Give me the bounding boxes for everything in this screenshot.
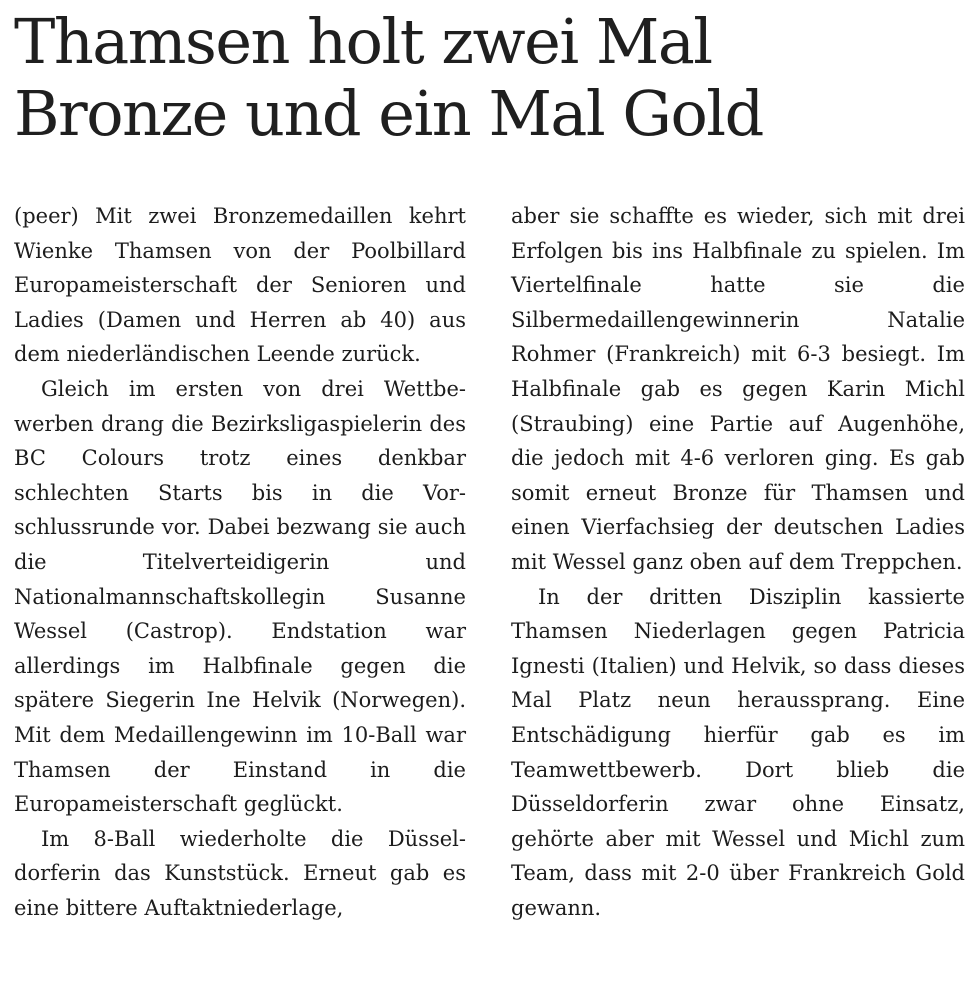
- article-column-left: [14, 199, 466, 925]
- article-paragraph: In der dritten Disziplin kassierte Thamsen Niederlagen gegen Patricia Ignesti (Italien) und Helvik, so dass dieses Mal Platz neun heraussprang. Eine Entschädigung hierfür gab es im Teamwettbewerb. Dort blieb die Düsseldorferin zwar ohne Einsatz, gehörte aber mit Wessel und Michl zum Team, dass mit 2-0 über Frankreich Gold gewann.: [511, 584, 965, 920]
- article-paragraph: Im 8-Ball wiederholte die Düsseldorferin das Kunststück. Erneut gab es eine bittere Auftaktniederlage,: [14, 826, 466, 920]
- article-paragraph: Gleich im ersten von drei Wettbewerben drang die Bezirksligaspielerin des BC Colours trotz eines denkbar schlechten Starts bis in die Vorschlussrunde vor. Dabei bezwang sie auch die Titelverteidigerin und Nationalmannschaftskollegin Susanne Wessel (Castrop). Endstation war allerdings im Halbfinale gegen die spätere Siegerin Ine Helvik (Norwegen). Mit dem Medaillengewinn im 10-Ball war Thamsen der Einstand in die Europameisterschaft geglückt.: [14, 376, 466, 817]
- article-paragraph: aber sie schaffte es wieder, sich mit drei Erfolgen bis ins Halbfinale zu spielen. Im Viertelfinale hatte sie die Silbermedaillengewinnerin Natalie Rohmer (Frankreich) mit 6-3 besiegt. Im Halbfinale gab es gegen Karin Michl (Straubing) eine Partie auf Augenhöhe, die jedoch mit 4-6 verloren ging. Es gab somit erneut Bronze für Thamsen und einen Vierfachsieg der deutschen Ladies mit Wessel ganz oben auf dem Treppchen.: [511, 204, 965, 574]
- article-headline: [14, 6, 964, 150]
- article-paragraph: (peer) Mit zwei Bronzemedaillen kehrt Wienke Thamsen von der Poolbillard Europameisterschaft der Senioren und Ladies (Damen und Herren ab 40) aus dem niederländischen Leende zurück.: [14, 204, 466, 367]
- headline-line-2: Bronze und ein Mal Gold: [14, 77, 763, 150]
- headline-line-1: Thamsen holt zwei Mal: [14, 5, 712, 78]
- article-column-right: [511, 199, 965, 925]
